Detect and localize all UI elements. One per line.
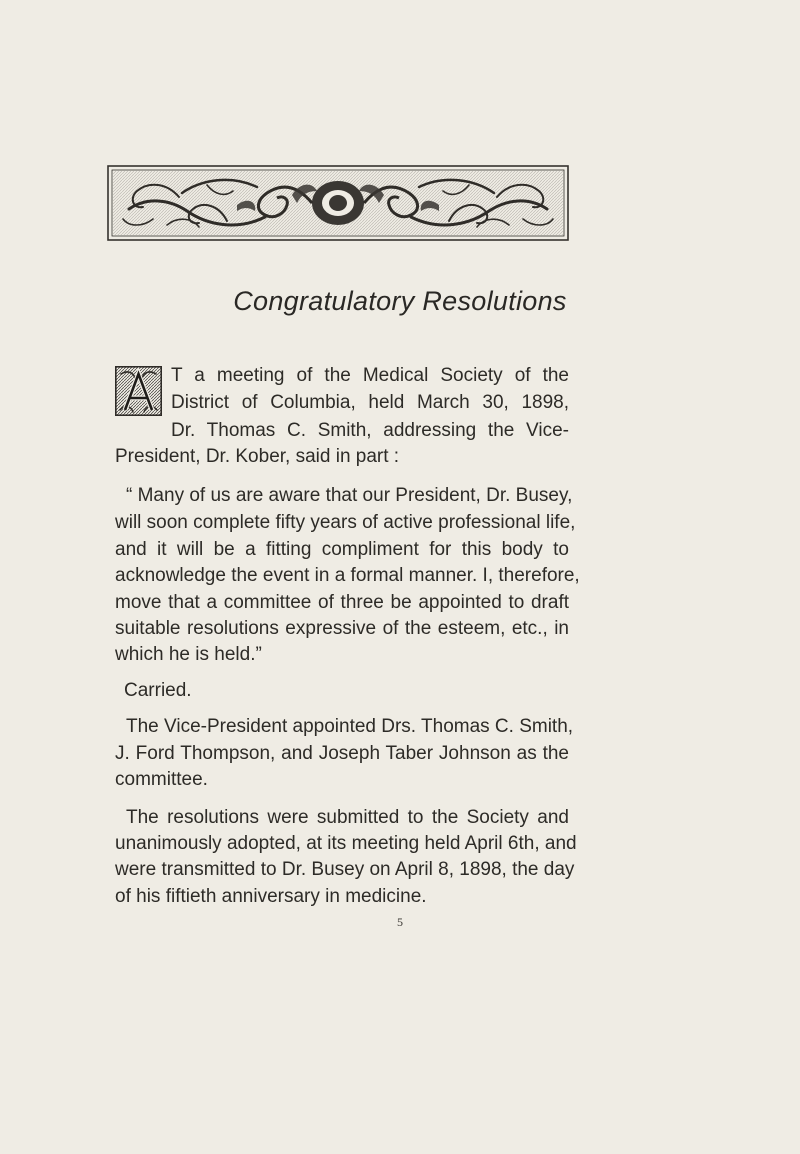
paragraph-1-line-3: Dr. Thomas C. Smith, addressing the Vice- (171, 420, 569, 441)
decorated-initial-a (115, 366, 162, 416)
paragraph-2-line-4: acknowledge the event in a formal manner. I, therefore, (115, 565, 580, 586)
paragraph-4-line-1: The Vice-President appointed Drs. Thomas C. Smith, (126, 716, 574, 737)
page-title: Congratulatory Resolutions (233, 286, 567, 316)
paragraph-1-line-2: District of Columbia, held March 30, 1898, (171, 392, 569, 413)
paragraph-1-line-1: T a meeting of the Medical Society of the (171, 365, 569, 386)
paragraph-5-line-1: The resolutions were submitted to the Society and (126, 807, 569, 828)
paragraph-4-line-2: J. Ford Thompson, and Joseph Taber Johnson as the (115, 743, 569, 764)
ornamental-headpiece (107, 165, 569, 241)
paragraph-3: Carried. (124, 680, 192, 701)
paragraph-5-line-4: of his fiftieth anniversary in medicine. (115, 886, 427, 907)
paragraph-2-line-1: “ Many of us are aware that our President, Dr. Busey, (126, 485, 573, 506)
paragraph-4-line-3: committee. (115, 769, 208, 790)
paragraph-1-line-4: President, Dr. Kober, said in part : (115, 446, 400, 467)
paragraph-5-line-2: unanimously adopted, at its meeting held April 6th, and (115, 833, 577, 854)
paragraph-2-line-2: will soon complete fifty years of active professional life, (115, 512, 576, 533)
paragraph-2-line-7: which he is held.” (115, 644, 262, 665)
paragraph-2-line-5: move that a committee of three be appointed to draft (115, 592, 569, 613)
paragraph-2-line-6: suitable resolutions expressive of the esteem, etc., in (115, 618, 569, 639)
paragraph-2-line-3: and it will be a fitting compliment for this body to (115, 539, 569, 560)
paragraph-5-line-3: were transmitted to Dr. Busey on April 8, 1898, the day (115, 859, 575, 880)
page-number: 5 (397, 915, 403, 929)
